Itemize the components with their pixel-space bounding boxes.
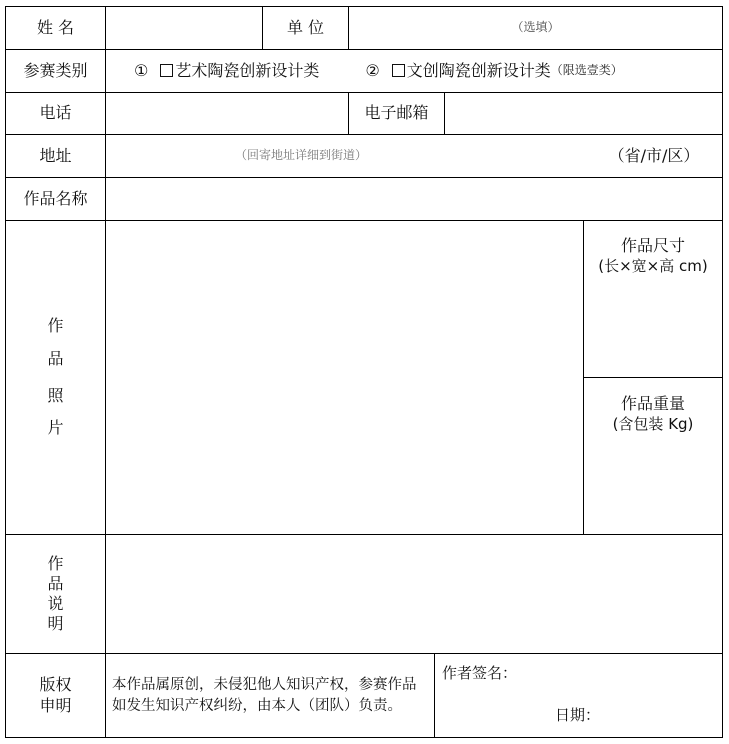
email-label: 电子邮箱 xyxy=(364,103,429,123)
size-label-line1: 作品尺寸 xyxy=(620,236,685,255)
name-label: 姓 名 xyxy=(36,17,75,37)
unit-field-hint[interactable]: （选填） xyxy=(511,20,560,35)
option2-checkbox[interactable] xyxy=(392,61,407,82)
photo-label-char: 片 xyxy=(47,418,64,438)
limit-note: （限选壹类） xyxy=(550,63,623,78)
name-field[interactable] xyxy=(106,7,262,49)
description-label-char: 说 xyxy=(47,594,64,613)
phone-field[interactable] xyxy=(106,93,348,134)
rule xyxy=(5,737,723,738)
copyright-label-line1: 版权 xyxy=(39,674,72,694)
copyright-label-line2: 申明 xyxy=(39,695,72,715)
weight-label xyxy=(584,394,722,444)
description-field[interactable] xyxy=(106,535,722,653)
checkbox-icon xyxy=(392,64,405,77)
rule xyxy=(434,653,435,737)
size-label-line2: (长×宽×高 cm) xyxy=(598,256,708,275)
rule xyxy=(722,6,723,738)
copyright-statement: 本作品属原创，未侵犯他人知识产权，参赛作品如发生知识产权纠纷，由本人（团队）负责。 xyxy=(112,677,417,714)
option1-text: 艺术陶瓷创新设计类 xyxy=(175,60,320,80)
photo-label-char: 品 xyxy=(47,348,64,368)
option1-marker: ① xyxy=(134,60,149,80)
weight-label-line2: (含包装 Kg) xyxy=(612,414,694,433)
description-label-char: 作 xyxy=(47,554,64,573)
description-label xyxy=(6,535,105,653)
category-options xyxy=(106,50,722,92)
photo-label-char: 照 xyxy=(47,385,64,405)
date-label: 日期： xyxy=(555,706,601,725)
signature-field[interactable] xyxy=(562,662,718,686)
description-label-char: 品 xyxy=(47,574,64,593)
address-label: 地址 xyxy=(39,145,72,165)
photo-area[interactable] xyxy=(106,221,583,534)
email-field[interactable] xyxy=(445,93,722,134)
unit-label: 单 位 xyxy=(286,17,325,37)
option2-marker: ② xyxy=(365,60,380,80)
phone-label: 电话 xyxy=(39,103,72,123)
option2-text: 文创陶瓷创新设计类 xyxy=(406,60,551,80)
photo-label xyxy=(6,221,105,534)
photo-label-char: 作 xyxy=(47,315,64,335)
size-label xyxy=(584,236,722,286)
work-name-field[interactable] xyxy=(106,178,722,220)
work-name-label: 作品名称 xyxy=(23,188,88,208)
rule xyxy=(583,377,723,378)
checkbox-icon xyxy=(160,64,173,77)
weight-label-line1: 作品重量 xyxy=(620,394,685,413)
region-hint: （省/市/区） xyxy=(608,145,700,165)
description-label-char: 明 xyxy=(47,614,64,633)
copyright-label xyxy=(6,654,105,737)
option1-checkbox[interactable] xyxy=(160,61,175,82)
address-hint[interactable]: （回寄地址详细到街道） xyxy=(234,148,367,163)
signature-label: 作者签名： xyxy=(442,664,518,683)
category-label: 参赛类别 xyxy=(23,60,88,80)
